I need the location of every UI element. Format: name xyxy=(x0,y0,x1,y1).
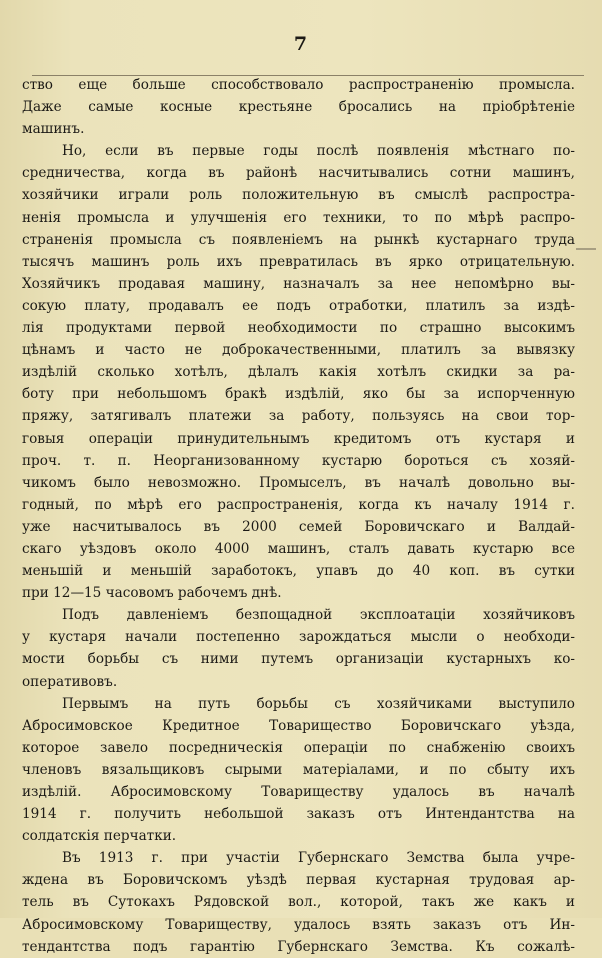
text-line: при 12—15 часовомъ рабочемъ днѣ. xyxy=(22,585,282,602)
text-line: цѣнамъ и часто не доброкачественными, платилъ за вывязку xyxy=(22,342,575,359)
text-line: которое завело посредническія операціи по снабженію своихъ xyxy=(22,739,575,756)
text-line: Хозяйчикъ продавая машину, назначалъ за нее непомѣрно вы- xyxy=(22,275,575,292)
text-line: солдатскія перчатки. xyxy=(22,828,177,845)
text-line: членовъ вязальщиковъ сырыми матеріалами, и по сбыту ихъ xyxy=(22,761,575,778)
page-number: 7 xyxy=(293,33,309,55)
text-line: средничества, когда въ районѣ насчитывались сотни машинъ, xyxy=(22,165,575,182)
text-line: боту при небольшомъ бракѣ издѣлій, яко бы за испорченную xyxy=(22,386,575,403)
text-line: проч. т. п. Неорганизованному кустарю бороться съ хозяй- xyxy=(22,452,575,469)
margin-mark xyxy=(576,248,596,250)
text-line: мости борьбы съ ними путемъ организаціи кустарныхъ ко- xyxy=(22,651,575,668)
text-line: Но, если въ первые годы послѣ появленія мѣстнаго по- xyxy=(62,143,575,160)
text-line: меньшій и меньшій заработокъ, упавъ до 40 коп. въ сутки xyxy=(22,563,575,580)
text-line: уже насчитывалось въ 2000 семей Боровичскаго и Валдай- xyxy=(22,518,575,535)
text-line: тысячъ машинъ роль ихъ превратилась въ ярко отрицательную. xyxy=(22,253,575,270)
text-line: Первымъ на путь борьбы съ хозяйчиками выступило xyxy=(62,695,575,712)
text-line: Въ 1913 г. при участіи Губернскаго Земства была учре- xyxy=(62,850,575,867)
text-line: Даже самые косные крестьяне бросались на пріобрѣтеніе xyxy=(22,99,575,116)
text-line: у кустаря начали постепенно зарождаться мысли о необходи- xyxy=(22,629,575,646)
text-line: лія продуктами первой необходимости по страшно высокимъ xyxy=(22,320,575,337)
body-text xyxy=(22,74,575,958)
text-line: издѣлій. Абросимовскому Товариществу удалось въ началѣ xyxy=(22,784,575,800)
text-line: хозяйчики играли роль положительную въ смыслѣ распростра- xyxy=(22,187,575,204)
text-line: страненія промысла съ появленіемъ на рынкѣ кустарнаго труда xyxy=(22,231,575,248)
text-line: Абросимовскому Товариществу, удалось взять заказъ отъ Ин- xyxy=(22,916,575,933)
text-line: 1914 г. получить небольшой заказъ отъ Интендантства на xyxy=(22,806,575,823)
text-line: ждена въ Боровичскомъ уѣздѣ первая кустарная трудовая ар- xyxy=(22,872,575,889)
text-line: годный, по мѣрѣ его распространенія, когда къ началу 1914 г. xyxy=(22,496,575,513)
text-line: сокую плату, продавалъ ее подъ отработки, платилъ за издѣ- xyxy=(22,297,575,314)
text-line: Подъ давленіемъ безпощадной эксплоатаціи хозяйчиковъ xyxy=(62,607,575,624)
text-line: ненія промысла и улучшенія его техники, то по мѣрѣ распро- xyxy=(22,209,575,226)
text-line: говыя операціи принудительнымъ кредитомъ отъ кустаря и xyxy=(22,430,575,447)
text-line: Абросимовское Кредитное Товарищество Боровичскаго уѣзда, xyxy=(22,717,575,734)
text-line: машинъ. xyxy=(22,121,85,138)
text-line: чикомъ было невозможно. Промыселъ, въ началѣ довольно вы- xyxy=(22,474,575,491)
text-line: оперативовъ. xyxy=(22,673,118,690)
text-line: тендантства подъ гарантію Губернскаго Земства. Къ сожалѣ- xyxy=(22,938,575,955)
text-line: пряжу, затягивалъ платежи за работу, пользуясь на свои тор- xyxy=(22,408,575,425)
text-line: скаго уѣздовъ около 4000 машинъ, сталъ давать кустарю все xyxy=(22,540,575,557)
text-line: издѣлій сколько хотѣлъ, дѣлалъ какія хотѣлъ скидки за ра- xyxy=(22,364,575,381)
text-line: ство еще больше способствовало распространенію промысла. xyxy=(22,77,575,93)
text-line: тель въ Сутокахъ Рядовской вол., которой, такъ же какъ и xyxy=(22,894,575,911)
